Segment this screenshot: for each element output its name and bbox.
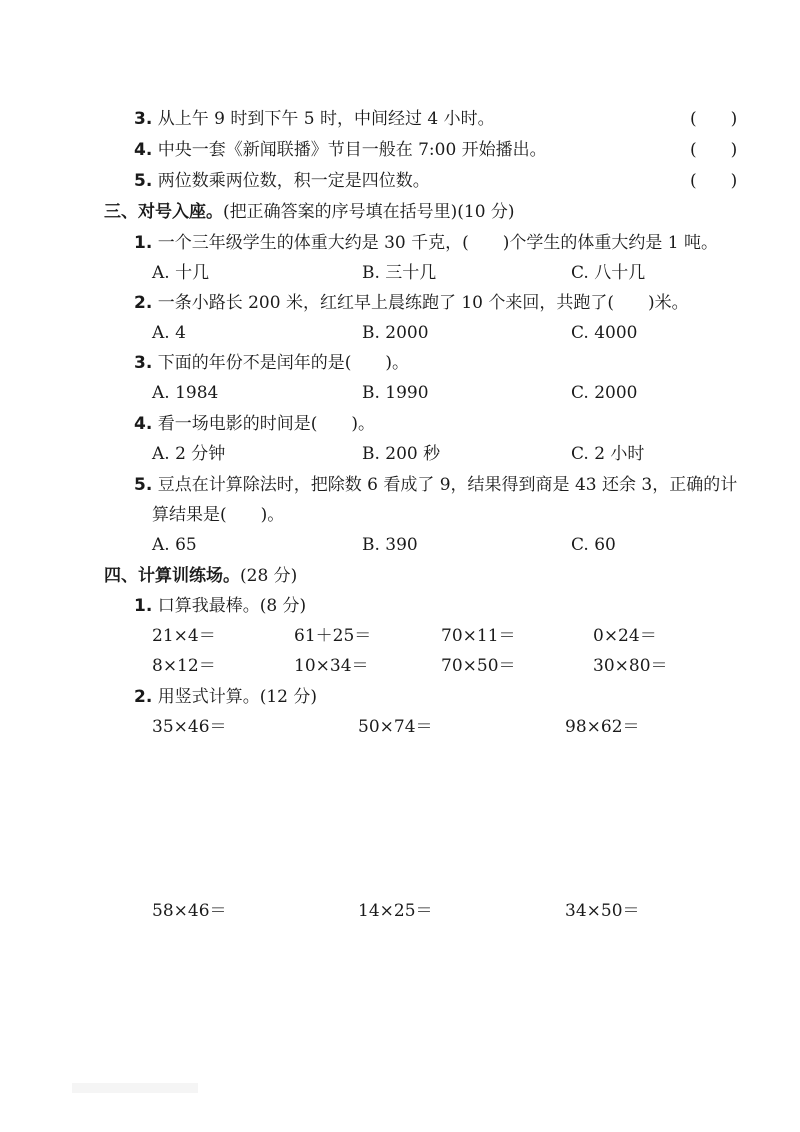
part-number: 2. (134, 687, 153, 707)
question-2 (134, 292, 689, 314)
option-a[interactable]: A. 65 (152, 535, 197, 555)
question-text: 一个三年级学生的体重大约是 30 千克，( )个学生的体重大约是 1 吨。 (157, 233, 719, 253)
part-2-heading (134, 686, 317, 708)
part-title: 用竖式计算。(12 分) (157, 687, 318, 707)
question-5 (134, 474, 737, 496)
section-note: (28 分) (240, 566, 298, 586)
item-number: 4. (134, 140, 153, 160)
item-number: 3. (134, 109, 153, 129)
vertical-calc-item[interactable]: 50×74＝ (358, 717, 433, 737)
part-number: 1. (134, 596, 153, 616)
question-text: 看一场电影的时间是( )。 (157, 414, 375, 434)
question-number: 2. (134, 293, 153, 313)
option-a[interactable]: A. 1984 (152, 383, 219, 403)
option-b[interactable]: B. 390 (362, 535, 418, 555)
question-text: 豆点在计算除法时，把除数 6 看成了 9，结果得到商是 43 还余 3，正确的计 (157, 475, 738, 495)
option-b[interactable]: B. 2000 (362, 323, 429, 343)
part-title: 口算我最棒。(8 分) (157, 596, 307, 616)
answer-paren[interactable]: ( ) (690, 171, 738, 191)
section-4-heading (104, 565, 297, 587)
footer-smudge (72, 1083, 198, 1093)
item-text: 从上午 9 时到下午 5 时，中间经过 4 小时。 (157, 109, 495, 129)
vertical-calc-item[interactable]: 34×50＝ (565, 901, 640, 921)
oral-calc-item[interactable]: 8×12＝ (152, 656, 216, 676)
option-c[interactable]: C. 60 (571, 535, 616, 555)
oral-calc-item[interactable]: 0×24＝ (593, 626, 657, 646)
question-1 (134, 232, 718, 254)
oral-calc-item[interactable]: 70×11＝ (441, 626, 516, 646)
option-b[interactable]: B. 200 秒 (362, 444, 441, 464)
option-c[interactable]: C. 2 小时 (571, 444, 645, 464)
section-note: (把正确答案的序号填在括号里)(10 分) (223, 202, 515, 222)
option-c[interactable]: C. 八十几 (571, 263, 646, 283)
section-3-heading (104, 201, 515, 223)
vertical-calc-item[interactable]: 98×62＝ (565, 717, 640, 737)
oral-calc-item[interactable]: 61＋25＝ (294, 626, 372, 646)
question-4 (134, 413, 375, 435)
oral-calc-item[interactable]: 21×4＝ (152, 626, 216, 646)
question-number: 5. (134, 475, 153, 495)
question-text: 一条小路长 200 米，红红早上晨练跑了 10 个来回，共跑了( )米。 (157, 293, 689, 313)
option-b[interactable]: B. 1990 (362, 383, 429, 403)
judge-item-5 (134, 170, 430, 192)
oral-calc-item[interactable]: 10×34＝ (294, 656, 369, 676)
option-a[interactable]: A. 十几 (152, 263, 210, 283)
question-number: 4. (134, 414, 153, 434)
answer-paren[interactable]: ( ) (690, 140, 738, 160)
part-1-heading (134, 595, 306, 617)
option-b[interactable]: B. 三十几 (362, 263, 437, 283)
question-5-continued: 算结果是( )。 (152, 505, 285, 525)
question-number: 1. (134, 233, 153, 253)
answer-paren[interactable]: ( ) (690, 109, 738, 129)
item-text: 两位数乘两位数，积一定是四位数。 (157, 171, 430, 191)
oral-calc-item[interactable]: 70×50＝ (441, 656, 516, 676)
section-title: 四、计算训练场。 (104, 566, 240, 586)
vertical-calc-item[interactable]: 58×46＝ (152, 901, 227, 921)
option-c[interactable]: C. 2000 (571, 383, 638, 403)
item-text: 中央一套《新闻联播》节目一般在 7:00 开始播出。 (157, 140, 547, 160)
judge-item-3 (134, 108, 495, 130)
option-a[interactable]: A. 4 (152, 323, 186, 343)
section-title: 三、对号入座。 (104, 202, 223, 222)
vertical-calc-item[interactable]: 14×25＝ (358, 901, 433, 921)
question-3 (134, 352, 409, 374)
oral-calc-item[interactable]: 30×80＝ (593, 656, 668, 676)
option-a[interactable]: A. 2 分钟 (152, 444, 226, 464)
item-number: 5. (134, 171, 153, 191)
question-number: 3. (134, 353, 153, 373)
judge-item-4 (134, 139, 547, 161)
question-text: 下面的年份不是闰年的是( )。 (157, 353, 409, 373)
vertical-calc-item[interactable]: 35×46＝ (152, 717, 227, 737)
option-c[interactable]: C. 4000 (571, 323, 638, 343)
